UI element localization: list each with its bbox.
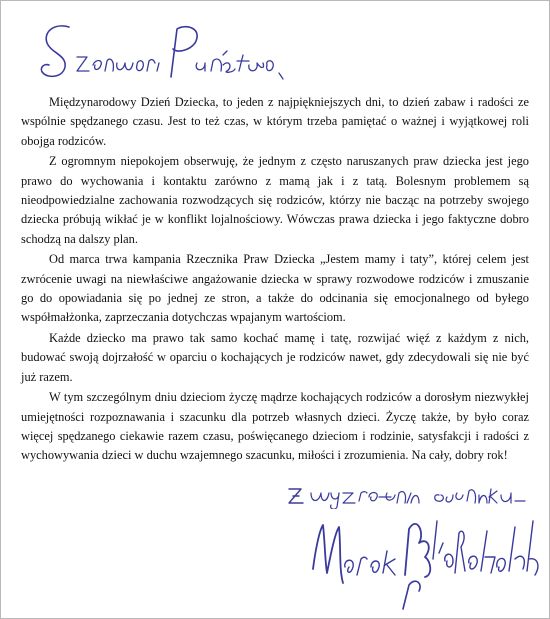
letter-paragraph: Od marca trwa kampania Rzecznika Praw Dziecka „Jestem mamy i taty”, której celem jest zwrócenie uwagi na niewłaściwe angażowanie dziecka w sprawy rozwodowe rodziców i zmuszanie go do opowiadania się po jednej ze stron, a także do odcinania się emocjonalnego od byłego współmałżonka, zaprzeczania dotychczas wpajanym wartościom. bbox=[21, 252, 529, 325]
letter-paragraph: Każde dziecko ma prawo tak samo kochać mamę i tatę, rozwijać więź z każdym z nich, budować swoją dojrzałość w oparciu o kochających je rodziców nawet, gdy zdecydowali się nie być już razem. bbox=[21, 330, 529, 384]
letter-paragraph: Z ogromnym niepokojem obserwuję, że jednym z często naruszanych praw dziecka jest jego prawo do wychowania i kontaktu zarówno z mamą jak i z tatą. Bolesnym problemem są nieodpowiedzialne zachowania rozwodzących się rodziców, którzy nie bacząc na potrzeby swojego dziecka próbują wikłać je w konflikt lojalnościowy. Wówczas prawa dziecka i jego faktyczne dobro schodzą na dalszy plan. bbox=[21, 154, 529, 246]
letter-paragraph: Międzynarodowy Dzień Dziecka, to jeden z najpiękniejszych dni, to dzień zabaw i radości ze wspólnie spędzanego czasu. Jest to też czas, w którym trzeba pamiętać o ważnej i wyjątkowej roli obojga rodziców. bbox=[21, 95, 529, 148]
letter-paragraph: W tym szczególnym dniu dzieciom życzę mądrze kochających rodziców a dorosłym niezwykłej umiejętności rozpoznawania i szacunku dla potrzeb własnych dzieci. Życzę także, by było coraz więcej spędzanego ciekawie razem czasu, poświęcanego dzieciom i rodzinie, satysfakcji i radości z wychowywania dzieci w duchu wzajemnego szacunku, miłości i zrozumienia. Na cały, dobry rok! bbox=[21, 390, 529, 463]
handwritten-signature bbox=[309, 513, 545, 613]
letter-body bbox=[21, 93, 529, 467]
handwritten-closing bbox=[283, 475, 533, 509]
handwritten-salutation bbox=[37, 19, 287, 89]
